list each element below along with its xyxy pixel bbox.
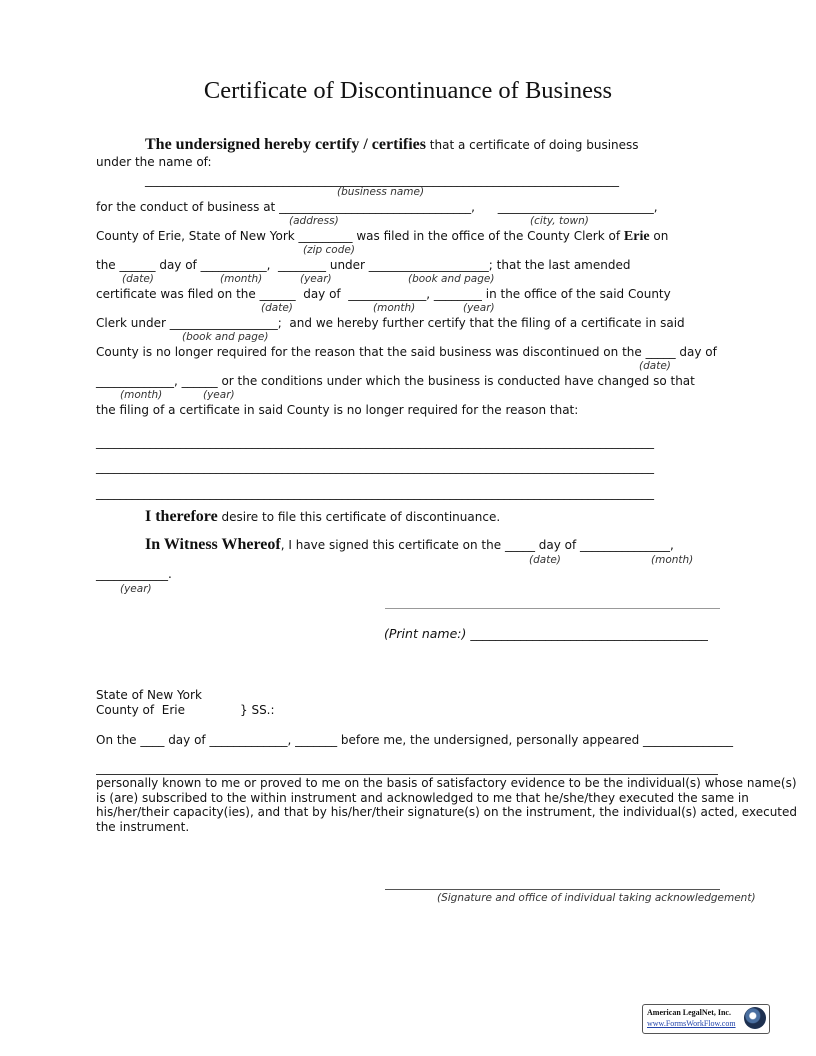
ack-body-4: the instrument.: [96, 820, 190, 834]
reason-blank-3[interactable]: _____________________________________________________________________________________________: [96, 486, 654, 500]
globe-icon: [744, 1007, 766, 1029]
ack-county: County of Erie: [96, 703, 185, 717]
date-caption: (date): [122, 273, 154, 285]
book-page-caption: (book and page): [408, 273, 495, 285]
print-name-label: (Print name:): [384, 626, 467, 641]
ack-state: State of New York: [96, 688, 202, 702]
conditions-month-caption: (month): [120, 389, 163, 401]
business-name-caption: (business name): [337, 186, 425, 198]
date-filed-line[interactable]: the ______ day of ___________, ________ under ____________________; that the last amended: [96, 258, 631, 272]
document-title: Certificate of Discontinuance of Business: [203, 77, 613, 104]
conditions-line[interactable]: _____________, ______ or the conditions under which the business is conducted have changed so that: [96, 374, 695, 388]
ack-body-3: his/her/their capacity(ies), and that by his/her/their signature(s) on the instrument, the individual(s) acted, executed: [96, 805, 798, 819]
conditions-year-caption: (year): [203, 389, 235, 401]
therefore-lead: I therefore: [145, 508, 218, 525]
witness-rest: , I have signed this certificate on the _____ day of _______________,: [280, 538, 674, 552]
witness-lead: In Witness Whereof: [145, 536, 281, 553]
address-line[interactable]: for the conduct of business at ________________________________, __________________________,: [96, 200, 658, 214]
footer-url[interactable]: www.FormsWorkFlow.com: [647, 1019, 736, 1028]
reason-blank-1[interactable]: _____________________________________________________________________________________________: [96, 435, 654, 449]
intro-rest: that a certificate of doing business: [425, 138, 639, 152]
ack-name-line[interactable]: [96, 774, 718, 775]
intro-line-2: under the name of:: [96, 155, 212, 169]
intro-lead: The undersigned hereby certify / certifies: [145, 136, 426, 153]
county-line-c: on: [649, 229, 669, 243]
clerk-book-caption: (book and page): [182, 331, 269, 343]
print-name-blank: ______________________________________: [466, 626, 708, 641]
therefore-rest: desire to file this certificate of discontinuance.: [217, 510, 501, 524]
witness-line[interactable]: [145, 536, 674, 554]
amended-line[interactable]: certificate was filed on the ______ day of _____________, ________ in the office of the said County: [96, 287, 671, 301]
year-caption: (year): [300, 273, 332, 285]
print-name-line[interactable]: [384, 627, 708, 641]
signature-line[interactable]: [385, 608, 720, 609]
county-line[interactable]: [96, 229, 668, 244]
address-caption: (address): [289, 215, 339, 227]
zip-caption: (zip code): [303, 244, 355, 256]
notary-caption: (Signature and office of individual taking acknowledgement): [437, 892, 756, 904]
intro-line: [145, 136, 639, 154]
therefore-line: [145, 508, 500, 526]
ack-body-2: is (are) subscribed to the within instrument and acknowledged to me that he/she/they executed the same in: [96, 791, 749, 805]
ack-ss: } SS.:: [240, 703, 275, 717]
reason-line: the filing of a certificate in said County is no longer required for the reason that:: [96, 403, 579, 417]
county-erie: Erie: [623, 229, 650, 244]
amended-year-caption: (year): [463, 302, 495, 314]
discontinued-date-caption: (date): [639, 360, 671, 372]
month-caption: (month): [220, 273, 263, 285]
reason-blank-2[interactable]: _____________________________________________________________________________________________: [96, 460, 654, 474]
amended-date-caption: (date): [261, 302, 293, 314]
city-caption: (city, town): [530, 215, 589, 227]
discontinued-line[interactable]: County is no longer required for the reason that the said business was discontinued on the _____ day of: [96, 345, 717, 359]
county-line-a: County of Erie, State of New York _________ was filed in the office of the County Clerk of: [96, 229, 624, 243]
ack-on-line[interactable]: On the ____ day of _____________, _______ before me, the undersigned, personally appeared _______________: [96, 733, 734, 747]
witness-month-caption: (month): [651, 554, 694, 566]
witness-year-blank[interactable]: ____________.: [96, 567, 172, 581]
witness-date-caption: (date): [529, 554, 561, 566]
footer-company: American LegalNet, Inc.: [647, 1008, 731, 1017]
clerk-line[interactable]: Clerk under __________________; and we hereby further certify that the filing of a certificate in said: [96, 316, 685, 330]
notary-signature-line[interactable]: [385, 889, 720, 890]
business-name-blank[interactable]: _______________________________________________________________________________: [145, 173, 619, 187]
footer-logo: [642, 1004, 770, 1034]
ack-body-1: personally known to me or proved to me on the basis of satisfactory evidence to be the individual(s) whose name(s): [96, 776, 797, 790]
amended-month-caption: (month): [373, 302, 416, 314]
witness-year-caption: (year): [120, 583, 152, 595]
